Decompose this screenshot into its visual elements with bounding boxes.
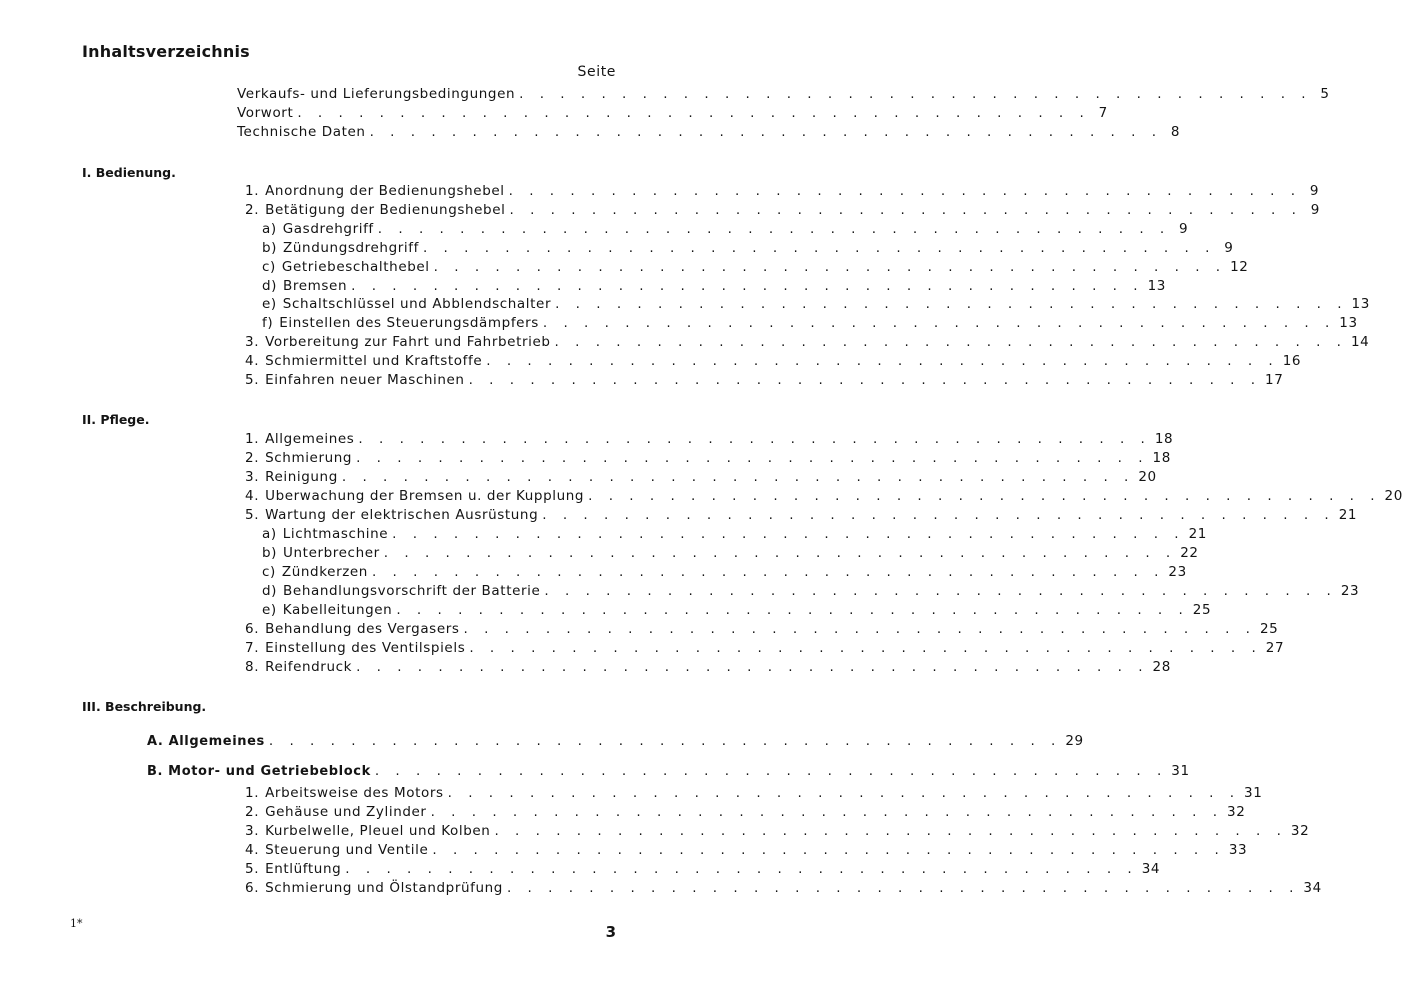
leader-dots: . . . . . . . . . . . . . . . . . . . . . . . . . . . . . . . . . . . . . . .	[509, 201, 1302, 218]
entry-number: 5.	[245, 372, 260, 388]
section-heading: II. Pflege.	[82, 412, 150, 427]
entry-page: 9	[1224, 239, 1234, 256]
entry-page: 21	[1338, 507, 1358, 523]
leader-dots: . . . . . . . . . . . . . . . . . . . . . . . . . . . . . . . . . . . . . . .	[506, 880, 1300, 896]
toc-entry	[262, 239, 1234, 257]
page-title: Inhaltsverzeichnis	[82, 42, 250, 61]
toc-entry	[245, 372, 1284, 389]
entry-page: 27	[1265, 640, 1285, 656]
toc-entry	[262, 258, 1249, 276]
entry-page: 20	[1384, 488, 1403, 504]
entry-label: Vorbereitung zur Fahrt und Fahrbetrieb	[265, 334, 551, 351]
entry-page: 25	[1259, 621, 1279, 637]
entry-number: b)	[262, 239, 278, 256]
entry-page: 20	[1138, 469, 1157, 485]
leader-dots: . . . . . . . . . . . . . . . . . . . . . . . . . . . . . . . . . . . . . . .	[468, 372, 1262, 388]
leader-dots: . . . . . . . . . . . . . . . . . . . . . . . . . . . . . . . . . . . . . . .	[542, 507, 1335, 523]
entry-number: c)	[262, 564, 276, 580]
entry-label: Lichtmaschine	[282, 526, 389, 542]
entry-label: Reifendruck	[265, 659, 353, 675]
entry-number: e)	[262, 296, 277, 313]
entry-label: Einstellung des Ventilspiels	[265, 640, 466, 656]
leader-dots: . . . . . . . . . . . . . . . . . . . . . . . . . . . . . . . . . . . . . . .	[463, 621, 1256, 637]
leader-dots: . . . . . . . . . . . . . . . . . . . . . . . . . . . . . . . . . . . . . . .	[383, 545, 1177, 561]
toc-entry	[262, 315, 1358, 332]
entry-page: 32	[1227, 804, 1246, 820]
entry-label: Schmierung	[265, 450, 353, 466]
entry-label: Kabelleitungen	[282, 602, 393, 618]
entry-label: Arbeitsweise des Motors	[265, 785, 444, 801]
toc-entry	[245, 450, 1171, 467]
entry-label: Vorwort	[237, 105, 294, 121]
toc-entry	[245, 507, 1358, 524]
leader-dots: . . . . . . . . . . . . . . . . . . . . . . . . . . . . . . . . . . . . . . .	[371, 564, 1165, 580]
toc-entry	[245, 842, 1248, 859]
entry-number: 4.	[245, 842, 260, 858]
entry-page: 16	[1282, 353, 1302, 370]
entry-number: a)	[262, 220, 277, 237]
entry-number: 5.	[245, 861, 260, 877]
entry-page: 18	[1152, 450, 1171, 466]
entry-page: 13	[1147, 277, 1166, 294]
toc-entry	[147, 733, 1084, 750]
entry-number: e)	[262, 602, 277, 618]
leader-dots: . . . . . . . . . . . . . . . . . . . . . . . . . . . . . . . . . . . . . . .	[519, 86, 1312, 102]
entry-number: 3.	[245, 469, 260, 485]
entry-page: 18	[1154, 431, 1174, 447]
toc-entry	[262, 602, 1212, 619]
entry-number: b)	[262, 545, 278, 561]
leader-dots: . . . . . . . . . . . . . . . . . . . . . . . . . . . . . . . . . . . . . . .	[351, 277, 1144, 294]
entry-page: 23	[1168, 564, 1187, 580]
entry-number: f)	[262, 315, 274, 332]
toc-entry	[262, 583, 1360, 600]
entry-number: 2.	[245, 804, 260, 820]
leader-dots: . . . . . . . . . . . . . . . . . . . . . . . . . . . . . . . . . . . . . . .	[356, 450, 1149, 466]
entry-page: 8	[1170, 124, 1181, 140]
page-column-label: Seite	[577, 64, 616, 80]
entry-page: 13	[1339, 315, 1358, 332]
leader-dots: . . . . . . . . . . . . . . . . . . . . . . . . . . . . . . . . . . . . . . .	[358, 431, 1151, 447]
entry-label: Gasdrehgriff	[282, 220, 374, 237]
entry-number: 4.	[245, 353, 260, 370]
entry-page: 22	[1180, 545, 1199, 561]
toc-entry	[245, 334, 1370, 351]
entry-label: Getriebeschalthebel	[281, 258, 430, 275]
leader-dots: . . . . . . . . . . . . . . . . . . . . . . . . . . . . . . . . . . . . . . .	[297, 105, 1090, 121]
entry-page: 7	[1098, 105, 1108, 121]
entry-label: Bremsen	[283, 277, 348, 294]
entry-label: Einfahren neuer Maschinen	[265, 372, 465, 388]
toc-entry	[245, 621, 1279, 638]
entry-number: a)	[262, 526, 277, 542]
toc-entry	[245, 823, 1310, 840]
entry-page: 17	[1265, 372, 1284, 388]
entry-page: 9	[1179, 220, 1189, 237]
toc-entry	[262, 277, 1166, 295]
entry-number: 4.	[245, 488, 260, 504]
entry-page: 33	[1228, 842, 1248, 858]
entry-label: Unterbrecher	[283, 545, 380, 561]
toc-entry	[245, 183, 1320, 200]
entry-page: 29	[1065, 733, 1084, 749]
section-heading: III. Beschreibung.	[82, 699, 207, 714]
toc-entry	[245, 201, 1320, 219]
leader-dots: . . . . . . . . . . . . . . . . . . . . . . . . . . . . . . . . . . . . . . .	[554, 334, 1347, 351]
toc-entry	[237, 105, 1108, 122]
entry-label: Verkaufs- und Lieferungsbedingungen	[237, 86, 516, 102]
entry-number: 5.	[245, 507, 260, 523]
entry-number: 6.	[245, 621, 260, 637]
entry-number: d)	[262, 583, 278, 599]
entry-page: 28	[1152, 659, 1171, 675]
entry-number: 8.	[245, 659, 260, 675]
toc-entry	[262, 296, 1370, 313]
toc-entry	[237, 86, 1330, 103]
entry-number: d)	[262, 277, 278, 294]
entry-page: 34	[1141, 861, 1161, 877]
leader-dots: . . . . . . . . . . . . . . . . . . . . . . . . . . . . . . . . . . . . . . .	[345, 861, 1138, 877]
toc-entry	[245, 488, 1403, 505]
entry-label: A. Allgemeines	[147, 734, 265, 749]
entry-number: 6.	[245, 880, 260, 896]
entry-number: 1.	[245, 431, 260, 447]
entry-page: 25	[1192, 602, 1212, 618]
page-number: 3	[605, 923, 616, 941]
entry-label: Einstellen des Steuerungsdämpfers	[279, 315, 539, 332]
entry-page: 5	[1320, 86, 1330, 102]
leader-dots: . . . . . . . . . . . . . . . . . . . . . . . . . . . . . . . . . . . . . . .	[588, 488, 1381, 504]
entry-label: B. Motor- und Getriebeblock	[147, 764, 371, 779]
entry-page: 32	[1290, 823, 1310, 839]
leader-dots: . . . . . . . . . . . . . . . . . . . . . . . . . . . . . . . . . . . . . . .	[396, 602, 1189, 618]
section-heading: I. Bedienung.	[82, 165, 176, 180]
leader-dots: . . . . . . . . . . . . . . . . . . . . . . . . . . . . . . . . . . . . . . .	[392, 526, 1185, 542]
leader-dots: . . . . . . . . . . . . . . . . . . . . . . . . . . . . . . . . . . . . . . .	[486, 353, 1279, 370]
entry-label: Schmiermittel und Kraftstoffe	[265, 353, 483, 370]
leader-dots: . . . . . . . . . . . . . . . . . . . . . . . . . . . . . . . . . . . . . . .	[341, 469, 1135, 485]
entry-label: Zündkerzen	[281, 564, 368, 580]
entry-page: 31	[1171, 763, 1190, 779]
toc-entry	[245, 804, 1246, 821]
leader-dots: . . . . . . . . . . . . . . . . . . . . . . . . . . . . . . . . . . . . . . .	[432, 842, 1225, 858]
entry-page: 12	[1230, 258, 1249, 275]
entry-number: 2.	[245, 450, 260, 466]
toc-entry	[245, 880, 1322, 897]
toc-entry	[245, 640, 1285, 657]
entry-label: Technische Daten	[237, 124, 366, 140]
entry-label: Entlüftung	[265, 861, 342, 877]
entry-label: Allgemeines	[265, 431, 355, 447]
entry-number: 2.	[245, 201, 260, 218]
toc-entry	[262, 545, 1199, 562]
entry-page: 34	[1303, 880, 1322, 896]
leader-dots: . . . . . . . . . . . . . . . . . . . . . . . . . . . . . . . . . . . . . . .	[268, 733, 1062, 749]
entry-label: Schaltschlüssel und Abblendschalter	[282, 296, 552, 313]
entry-page: 13	[1351, 296, 1370, 313]
toc-entry	[245, 861, 1161, 878]
entry-label: Schmierung und Ölstandprüfung	[265, 880, 503, 896]
toc-entry	[262, 564, 1187, 581]
entry-page: 31	[1244, 785, 1263, 801]
leader-dots: . . . . . . . . . . . . . . . . . . . . . . . . . . . . . . . . . . . . . . .	[433, 258, 1227, 275]
entry-label: Anordnung der Bedienungshebel	[265, 183, 505, 199]
entry-number: 1.	[245, 183, 260, 199]
entry-label: Reinigung	[265, 469, 338, 485]
entry-number: c)	[262, 258, 276, 275]
entry-label: Gehäuse und Zylinder	[265, 804, 427, 820]
leader-dots: . . . . . . . . . . . . . . . . . . . . . . . . . . . . . . . . . . . . . . .	[508, 183, 1302, 199]
leader-dots: . . . . . . . . . . . . . . . . . . . . . . . . . . . . . . . . . . . . . . .	[544, 583, 1337, 599]
entry-page: 23	[1340, 583, 1360, 599]
leader-dots: . . . . . . . . . . . . . . . . . . . . . . . . . . . . . . . . . . . . . . .	[430, 804, 1224, 820]
toc-entry	[245, 659, 1171, 676]
entry-page: 14	[1350, 334, 1370, 351]
leader-dots: . . . . . . . . . . . . . . . . . . . . . . . . . . . . . . . . . . . . . . .	[377, 220, 1171, 237]
entry-page: 9	[1310, 201, 1320, 218]
entry-label: Behandlungsvorschrift der Batterie	[283, 583, 541, 599]
entry-label: Behandlung des Vergasers	[265, 621, 460, 637]
entry-number: 3.	[245, 334, 260, 351]
toc-entry	[262, 220, 1189, 238]
toc-entry	[262, 526, 1207, 543]
entry-label: Wartung der elektrischen Ausrüstung	[265, 507, 539, 523]
toc-entry	[245, 353, 1302, 370]
entry-page: 9	[1309, 183, 1320, 199]
signature-mark: 1*	[70, 917, 83, 930]
toc-entry	[237, 124, 1181, 141]
leader-dots: . . . . . . . . . . . . . . . . . . . . . . . . . . . . . . . . . . . . . . .	[447, 785, 1241, 801]
entry-number: 1.	[245, 785, 260, 801]
entry-label: Betätigung der Bedienungshebel	[265, 201, 506, 218]
toc-entry	[245, 431, 1174, 448]
leader-dots: . . . . . . . . . . . . . . . . . . . . . . . . . . . . . . . . . . . . . . .	[469, 640, 1262, 656]
leader-dots: . . . . . . . . . . . . . . . . . . . . . . . . . . . . . . . . . . . . . . .	[494, 823, 1287, 839]
entry-label: Kurbelwelle, Pleuel und Kolben	[265, 823, 491, 839]
toc-entry	[245, 469, 1157, 486]
leader-dots: . . . . . . . . . . . . . . . . . . . . . . . . . . . . . . . . . . . . . . .	[374, 763, 1168, 779]
entry-number: 3.	[245, 823, 260, 839]
leader-dots: . . . . . . . . . . . . . . . . . . . . . . . . . . . . . . . . . . . . . . .	[369, 124, 1163, 140]
leader-dots: . . . . . . . . . . . . . . . . . . . . . . . . . . . . . . . . . . . . . . .	[555, 296, 1348, 313]
entry-number: 7.	[245, 640, 260, 656]
leader-dots: . . . . . . . . . . . . . . . . . . . . . . . . . . . . . . . . . . . . . . .	[356, 659, 1149, 675]
entry-label: Zündungsdrehgriff	[283, 239, 419, 256]
leader-dots: . . . . . . . . . . . . . . . . . . . . . . . . . . . . . . . . . . . . . . .	[542, 315, 1336, 332]
toc-entry	[245, 785, 1263, 802]
leader-dots: . . . . . . . . . . . . . . . . . . . . . . . . . . . . . . . . . . . . . . .	[422, 239, 1216, 256]
toc-entry	[147, 763, 1190, 780]
entry-label: Uberwachung der Bremsen u. der Kupplung	[265, 488, 585, 504]
entry-label: Steuerung und Ventile	[265, 842, 429, 858]
entry-page: 21	[1188, 526, 1207, 542]
